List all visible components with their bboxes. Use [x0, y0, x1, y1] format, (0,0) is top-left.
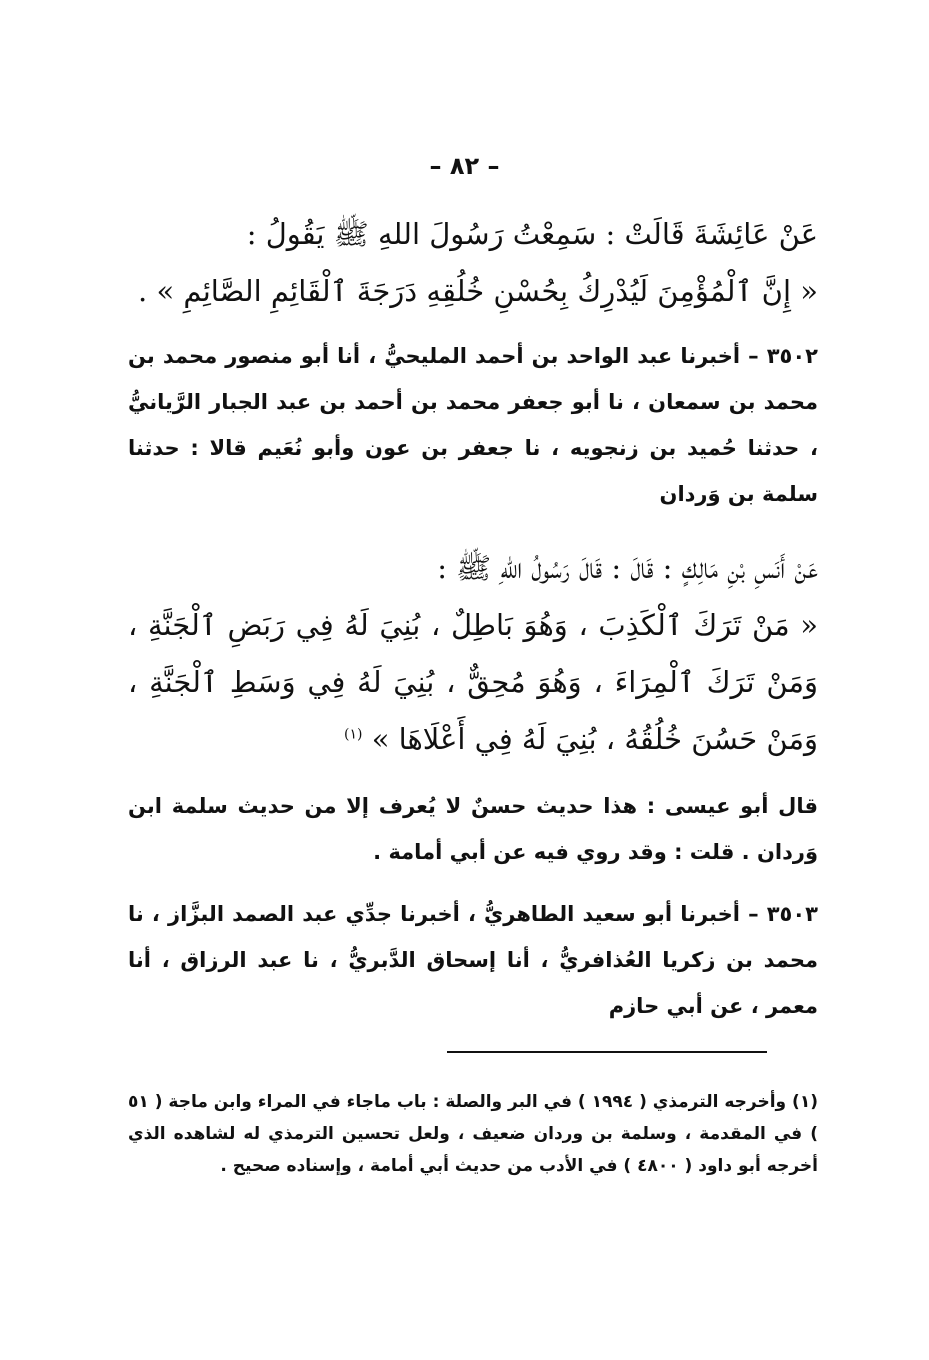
hadith-aisha-chain: عَنْ عَائِشَةَ قَالَتْ : سَمِعْتُ رَسُولَ اللهِ ﷺ يَقُولُ :	[246, 217, 818, 251]
isnad-3503-text: – أخبرنا أبو سعيد الطاهريُّ ، أخبرنا جدِّي عبد الصمد البزَّاز ، نا محمد بن زكريا العُذافريُّ ، أنا إسحاق الدَّبريُّ ، نا عبد الرزاق ، أنا معمر ، عن أبي حازم	[128, 902, 818, 1018]
footnote-marker: (١)	[344, 726, 363, 743]
commentary-text: قال أبو عيسى : هذا حديث حسنٌ لا يُعرف إلا من حديث سلمة ابن وَردان . قلت : وقد روي فيه عن أبي أمامة .	[128, 794, 818, 864]
hadith-aisha	[128, 206, 818, 320]
isnad-3502	[128, 333, 818, 517]
isnad-3503	[128, 891, 818, 1029]
footnote	[128, 1086, 818, 1182]
isnad-3502-number: ٣٥٠٢	[766, 344, 819, 368]
hadith-anas-chain: عَنْ أَنَسِ بْنِ مَالِكٍ : قَالَ : قَالَ رَسُولُ اللهِ ﷺ :	[437, 551, 818, 585]
isnad-3502-text: – أخبرنا عبد الواحد بن أحمد المليحيُّ ، أنا أبو منصور محمد بن محمد بن سمعان ، نا أبو جعفر محمد بن أحمد بن عبد الجبار الرَّيانيُّ ، حدثنا حُميد بن زنجويه ، نا جعفر بن عون وأبو نُعَيم قالا : حدثنا سلمة بن وَردان	[128, 344, 818, 506]
page-number: – ٨٢ –	[429, 152, 500, 180]
hadith-aisha-text: « إِنَّ ٱلْمُؤْمِنَ لَيُدْرِكُ بِحُسْنِ خُلُقِهِ دَرَجَةَ ٱلْقَائِمِ الصَّائِمِ » .	[138, 274, 818, 308]
footnote-divider	[447, 1051, 767, 1053]
commentary	[128, 783, 818, 875]
hadith-anas	[128, 540, 818, 768]
hadith-anas-text: « مَنْ تَرَكَ ٱلْكَذِبَ ، وَهُوَ بَاطِلٌ ، بُنِيَ لَهُ فِي رَبَضِ ٱلْجَنَّةِ ، وَمَنْ تَرَكَ ٱلْمِرَاءَ ، وَهُوَ مُحِقٌّ ، بُنِيَ لَهُ فِي وَسَطِ ٱلْجَنَّةِ ، وَمَنْ حَسُنَ خُلُقُهُ ، بُنِيَ لَهُ فِي أَعْلَاهَا »	[128, 608, 818, 756]
footnote-text: (١) وأخرجه الترمذي ( ١٩٩٤ ) في البر والصلة : باب ماجاء في المراء وابن ماجة ( ٥١ ) في المقدمة ، وسلمة بن وردان ضعيف ، ولعل تحسين الترمذي له لشاهده الذي أخرجه أبو داود ( ٤٨٠٠ ) في الأدب من حديث أبي أمامة ، وإسناده صحيح .	[128, 1092, 818, 1176]
isnad-3503-number: ٣٥٠٣	[766, 902, 818, 926]
